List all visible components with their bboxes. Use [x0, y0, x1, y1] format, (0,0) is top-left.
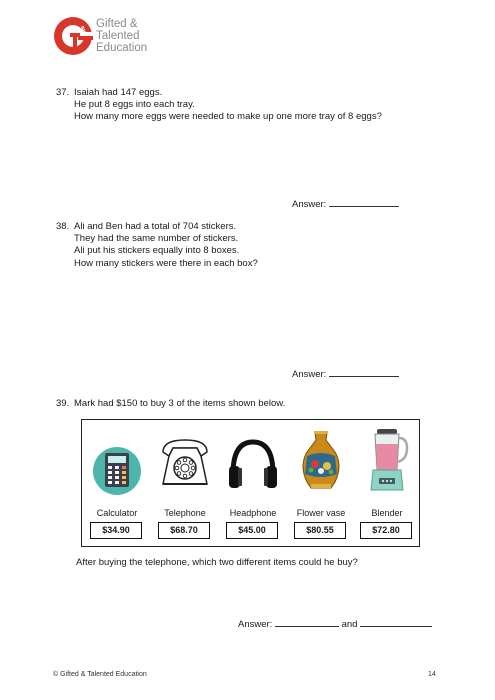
- item-flower-vase: [288, 420, 354, 548]
- question-text: How many more eggs were needed to make up one more tray of 8 eggs?: [74, 111, 382, 123]
- item-name: Flower vase: [296, 508, 346, 518]
- item-price: $80.55: [294, 522, 346, 539]
- question-text: Mark had $150 to buy 3 of the items shown below.: [74, 398, 286, 409]
- item-telephone: [152, 420, 218, 548]
- footer-copyright: © Gifted & Talented Education: [53, 671, 147, 678]
- telephone-icon: [157, 426, 213, 496]
- answer-37: [292, 197, 399, 210]
- item-price: $72.80: [360, 522, 412, 539]
- answer-label: Answer:: [292, 199, 327, 210]
- question-37: [56, 87, 382, 124]
- footer-page-number: 14: [428, 671, 436, 678]
- item-name: Headphone: [229, 508, 277, 518]
- question-text: He put 8 eggs into each tray.: [74, 99, 195, 111]
- item-name: Blender: [371, 508, 403, 518]
- item-price: $68.70: [158, 522, 210, 539]
- answer-39: [238, 617, 432, 630]
- question-text: They had the same number of stickers.: [74, 233, 239, 245]
- item-name: Telephone: [164, 508, 206, 518]
- question-number: 37.: [56, 87, 70, 98]
- answer-label: Answer:: [238, 619, 273, 630]
- flower-vase-icon: [293, 426, 349, 496]
- item-headphone: [220, 420, 286, 548]
- question-number: 38.: [56, 221, 70, 232]
- svg-text:&: &: [80, 25, 86, 34]
- question-text: Ali and Ben had a total of 704 stickers.: [74, 221, 237, 232]
- question-38: [56, 221, 258, 270]
- question-number: 39.: [56, 398, 70, 409]
- item-price: $34.90: [90, 522, 142, 539]
- logo-line-1: Gifted &: [96, 18, 138, 30]
- calculator-icon: [89, 426, 145, 496]
- answer-joiner: and: [341, 619, 358, 630]
- brand-logo: [52, 15, 182, 65]
- answer-blank-1[interactable]: [275, 617, 339, 627]
- headphone-icon: [225, 426, 281, 496]
- question-text: How many stickers were there in each box?: [74, 257, 258, 269]
- item-calculator: [84, 420, 150, 548]
- answer-38: [292, 367, 399, 380]
- answer-blank[interactable]: [329, 367, 399, 377]
- question-39: [56, 398, 285, 410]
- item-blender: [354, 420, 420, 548]
- question-text: Ali put his stickers equally into 8 boxes.: [74, 245, 240, 257]
- blender-icon: [359, 426, 415, 496]
- item-name: Calculator: [96, 508, 138, 518]
- items-box: [81, 419, 420, 547]
- gte-logo-icon: [52, 15, 94, 57]
- question-text: Isaiah had 147 eggs.: [74, 87, 163, 98]
- question-39-subquestion: After buying the telephone, which two different items could he buy?: [76, 557, 358, 568]
- item-price: $45.00: [226, 522, 278, 539]
- answer-blank-2[interactable]: [360, 617, 432, 627]
- logo-line-2: Talented: [96, 30, 140, 42]
- logo-line-3: Education: [96, 42, 148, 54]
- answer-blank[interactable]: [329, 197, 399, 207]
- answer-label: Answer:: [292, 369, 327, 380]
- logo-text: [96, 18, 147, 54]
